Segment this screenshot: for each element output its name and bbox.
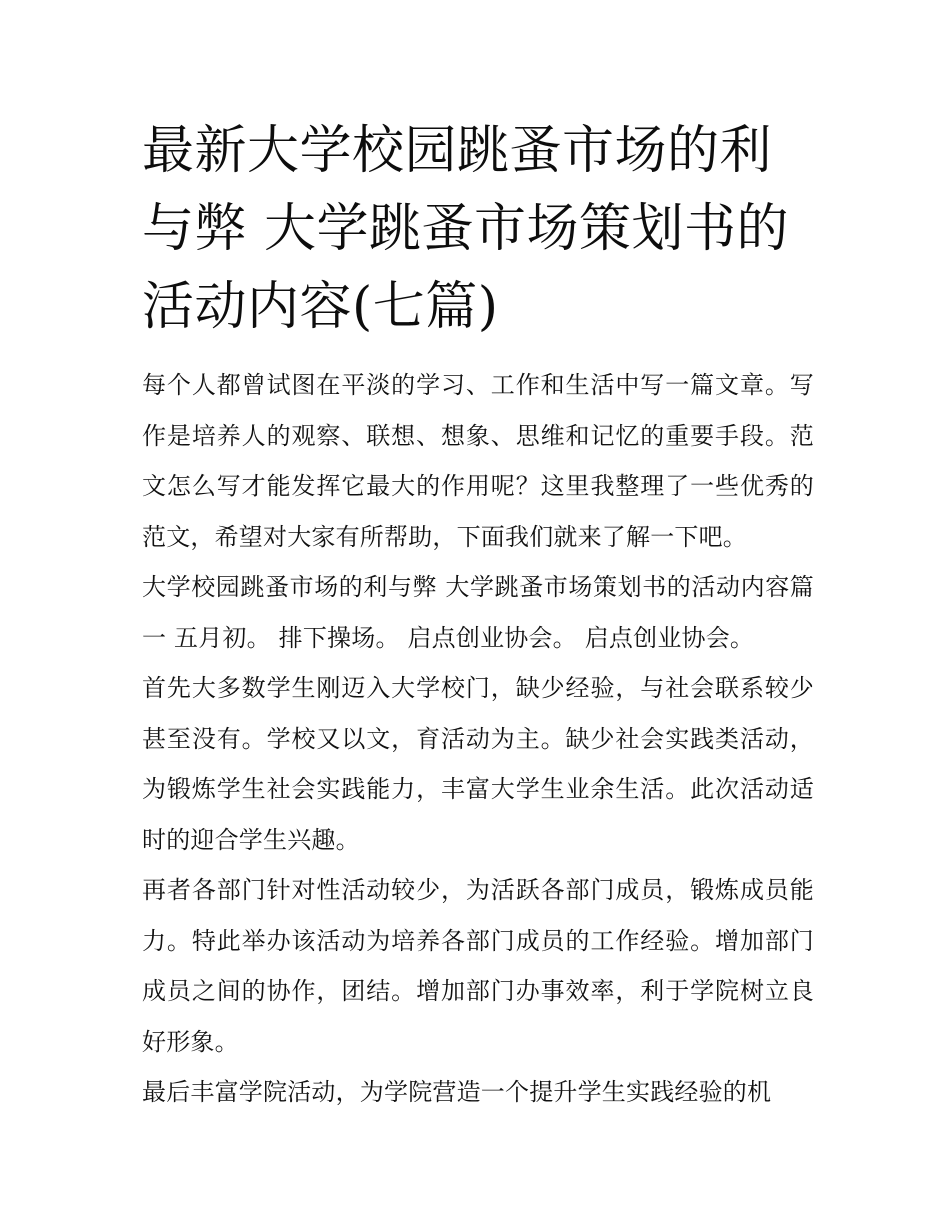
document-body <box>142 360 814 1118</box>
paragraph-section-heading: 大学校园跳蚤市场的利与弊 大学跳蚤市场策划书的活动内容篇一 五月初。 排下操场。 启点创业协会。 启点创业协会。 <box>142 573 814 652</box>
paragraph-intro: 每个人都曾试图在平淡的学习、工作和生活中写一篇文章。写作是培养人的观察、联想、想象、思维和记忆的重要手段。范文怎么写才能发挥它最大的作用呢？这里我整理了一些优秀的范文，希望对大家有所帮助，下面我们就来了解一下吧。 <box>142 371 814 551</box>
paragraph-reason-last: 最后丰富学院活动，为学院营造一个提升学生实践经验的机 <box>142 1078 772 1106</box>
paragraph-reason-first: 首先大多数学生刚迈入大学校门，缺少经验，与社会联系较少甚至没有。学校又以文，育活动为主。缺少社会实践类活动，为锻炼学生社会实践能力，丰富大学生业余生活。此次活动适时的迎合学生兴趣。 <box>142 674 814 854</box>
paragraph-reason-second: 再者各部门针对性活动较少，为活跃各部门成员，锻炼成员能力。特此举办该活动为培养各部门成员的工作经验。增加部门成员之间的协作，团结。增加部门办事效率，利于学院树立良好形象。 <box>142 876 814 1056</box>
document-title: 最新大学校园跳蚤市场的利与弊 大学跳蚤市场策划书的活动内容(七篇) <box>142 121 790 337</box>
document-content <box>142 112 814 1118</box>
